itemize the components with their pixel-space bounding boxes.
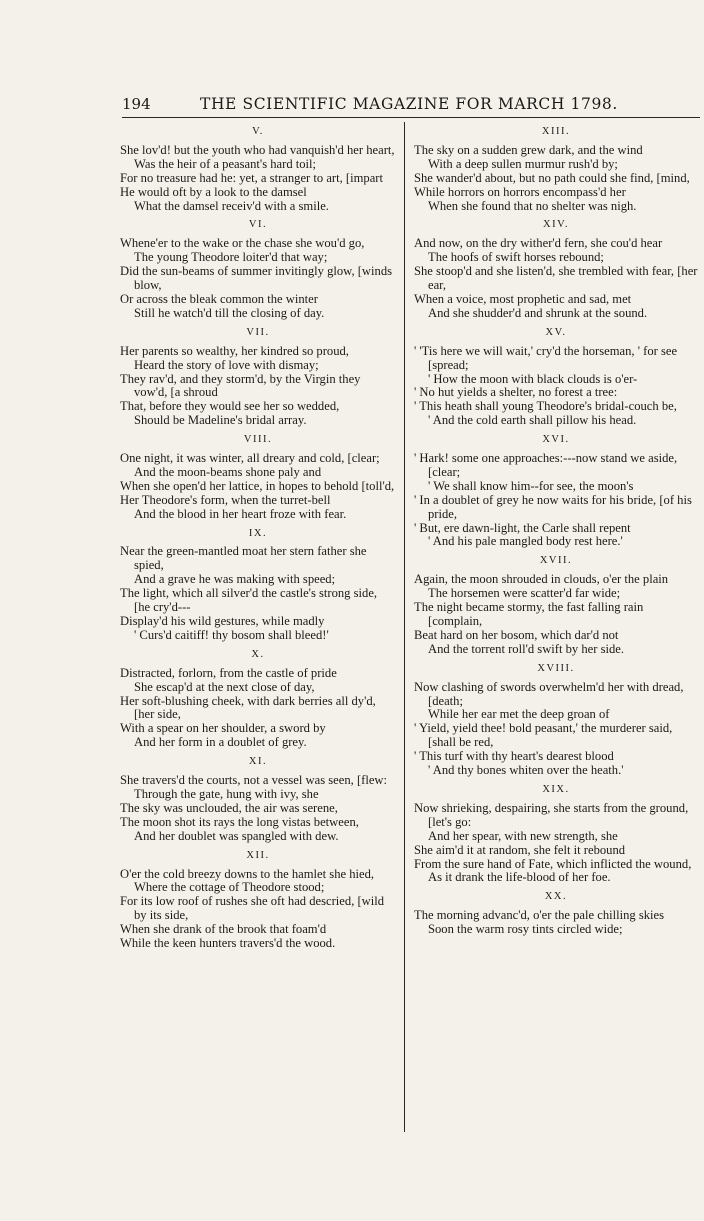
verse-line: ' 'Tis here we will wait,' cry'd the horseman, ' for see [spread; bbox=[414, 343, 678, 372]
verse-line: The horsemen were scatter'd far wide; bbox=[428, 586, 621, 601]
stanza bbox=[414, 802, 698, 885]
stanza-number: XV. bbox=[545, 326, 567, 338]
column-divider bbox=[404, 122, 405, 1132]
verse-line: When a voice, most prophetic and sad, met bbox=[414, 291, 632, 306]
stanza-number: XX. bbox=[544, 891, 568, 903]
verse-line: The sky on a sudden grew dark, and the wind bbox=[414, 142, 643, 157]
verse-line: And the torrent roll'd swift by her side. bbox=[428, 641, 625, 656]
verse-line: Near the green-mantled moat her stern father she spied, bbox=[120, 544, 367, 573]
verse-line: Now shrieking, despairing, she starts from the ground, [let's go: bbox=[414, 800, 689, 829]
stanza bbox=[414, 573, 698, 656]
stanza bbox=[120, 667, 396, 750]
verse-line: ' And his pale mangled body rest here.' bbox=[428, 534, 623, 549]
stanza bbox=[414, 681, 698, 778]
stanza bbox=[120, 144, 396, 214]
running-title: THE SCIENTIFIC MAGAZINE FOR MARCH 1798. bbox=[200, 95, 618, 113]
stanza bbox=[414, 144, 698, 214]
verse-line: And her form in a doublet of grey. bbox=[134, 735, 307, 750]
verse-line: The hoofs of swift horses rebound; bbox=[428, 250, 604, 265]
verse-line: ' And the cold earth shall pillow his head. bbox=[428, 413, 637, 428]
verse-line: That, before they would see her so wedded, bbox=[120, 399, 340, 414]
page-number: 194 bbox=[122, 95, 151, 113]
verse-line: And the moon-beams shone paly and bbox=[134, 464, 322, 479]
verse-line: One night, it was winter, all dreary and cold, [clear; bbox=[120, 451, 380, 466]
verse-line: Display'd his wild gestures, while madly bbox=[120, 614, 325, 628]
verse-line: When she found that no shelter was nigh. bbox=[428, 198, 637, 213]
verse-line: Through the gate, hung with ivy, she bbox=[134, 786, 319, 801]
right-column bbox=[414, 125, 698, 942]
verse-line: As it drank the life-blood of her foe. bbox=[428, 870, 611, 885]
verse-line: ' In a doublet of grey he now waits for his bride, [of his pride, bbox=[414, 492, 692, 521]
verse-line: When she drank of the brook that foam'd bbox=[120, 922, 327, 937]
verse-line: Soon the warm rosy tints circled wide; bbox=[428, 922, 623, 937]
verse-line: ' How the moon with black clouds is o'er- bbox=[428, 371, 638, 386]
verse-line: Was the heir of a peasant's hard toil; bbox=[134, 156, 317, 171]
page-header bbox=[122, 93, 700, 118]
verse-line: ' But, ere dawn-light, the Carle shall repent bbox=[414, 520, 631, 535]
verse-line: Her soft-blushing cheek, with dark berries all dy'd, [her side, bbox=[120, 693, 376, 722]
verse-line: For no treasure had he: yet, a stranger to art, [impart bbox=[120, 170, 383, 185]
verse-line: And her spear, with new strength, she bbox=[428, 828, 618, 843]
verse-line: And now, on the dry wither'd fern, she cou'd hear bbox=[414, 236, 663, 251]
verse-line: While the keen hunters travers'd the wood. bbox=[120, 936, 336, 951]
verse-line: They rav'd, and they storm'd, by the Virgin they vow'd, [a shroud bbox=[120, 371, 361, 400]
verse-line: For its low roof of rushes she oft had descried, [wild by its side, bbox=[120, 894, 385, 923]
verse-line: ' Yield, yield thee! bold peasant,' the murderer said, [shall be red, bbox=[414, 721, 673, 750]
verse-line: Again, the moon shrouded in clouds, o'er the plain bbox=[414, 572, 669, 587]
verse-line: She stoop'd and she listen'd, she trembled with fear, [her ear, bbox=[414, 264, 698, 293]
stanza-number: XVI. bbox=[542, 434, 570, 446]
verse-line: ' We shall know him--for see, the moon's bbox=[428, 478, 634, 493]
verse-line: Her parents so wealthy, her kindred so proud, bbox=[120, 343, 349, 358]
stanza-number: XI. bbox=[248, 756, 268, 768]
verse-line: ' Hark! some one approaches:---now stand we aside, [clear; bbox=[414, 451, 678, 479]
stanza-number: IX. bbox=[248, 527, 268, 539]
stanza-number: XVII. bbox=[539, 555, 573, 567]
stanza bbox=[414, 345, 698, 428]
verse-line: From the sure hand of Fate, which inflicted the wound, bbox=[414, 856, 692, 871]
verse-line: She escap'd at the next close of day, bbox=[134, 679, 315, 694]
verse-line: ' And thy bones whiten over the heath.' bbox=[428, 763, 624, 778]
verse-line: The young Theodore loiter'd that way; bbox=[134, 250, 328, 265]
verse-line: He would oft by a look to the damsel bbox=[120, 184, 307, 199]
verse-line: O'er the cold breezy downs to the hamlet she hied, bbox=[120, 866, 375, 881]
verse-line: And her doublet was spangled with dew. bbox=[134, 828, 339, 843]
stanza-number: XIX. bbox=[542, 783, 570, 795]
verse-line: Distracted, forlorn, from the castle of pride bbox=[120, 665, 337, 680]
verse-line: With a deep sullen murmur rush'd by; bbox=[428, 156, 618, 171]
verse-line: Or across the bleak common the winter bbox=[120, 291, 318, 306]
verse-line: The night became stormy, the fast falling rain [complain, bbox=[414, 600, 644, 628]
verse-line: What the damsel receiv'd with a smile. bbox=[134, 198, 329, 213]
verse-line: Should be Madeline's bridal array. bbox=[134, 413, 307, 428]
stanza bbox=[414, 452, 698, 549]
stanza bbox=[120, 345, 396, 428]
stanza-number: XIV. bbox=[543, 219, 569, 231]
stanza-number: VI. bbox=[248, 219, 268, 231]
verse-line: Still he watch'd till the closing of day. bbox=[134, 305, 325, 320]
verse-line: Whene'er to the wake or the chase she wou'd go, bbox=[120, 236, 365, 251]
verse-line: Beat hard on her bosom, which dar'd not bbox=[414, 627, 619, 642]
stanza bbox=[120, 237, 396, 320]
verse-line: She lov'd! but the youth who had vanquish'd her heart, bbox=[120, 142, 395, 157]
stanza-number: XII. bbox=[246, 849, 270, 861]
verse-line: The sky was unclouded, the air was serene, bbox=[120, 800, 338, 815]
verse-line: ' No hut yields a shelter, no forest a tree: bbox=[414, 385, 618, 400]
stanza bbox=[120, 452, 396, 522]
verse-line: The moon shot its rays the long vistas between, bbox=[120, 814, 359, 829]
verse-line: While her ear met the deep groan of bbox=[428, 707, 610, 722]
stanza bbox=[120, 868, 396, 951]
stanza bbox=[414, 909, 698, 937]
stanza bbox=[414, 237, 698, 320]
verse-line: When she open'd her lattice, in hopes to behold [toll'd, bbox=[120, 478, 395, 493]
verse-line: And a grave he was making with speed; bbox=[134, 572, 336, 587]
verse-line: Heard the story of love with dismay; bbox=[134, 357, 319, 372]
stanza bbox=[120, 774, 396, 844]
stanza-number: V. bbox=[252, 126, 264, 137]
verse-line: The light, which all silver'd the castle's strong side, [he cry'd--- bbox=[120, 586, 378, 615]
verse-line: Did the sun-beams of summer invitingly glow, [winds blow, bbox=[120, 264, 393, 293]
stanza-number: XIII. bbox=[541, 126, 571, 137]
verse-line: She aim'd it at random, she felt it rebound bbox=[414, 842, 626, 857]
verse-line: ' This heath shall young Theodore's bridal-couch be, bbox=[414, 399, 677, 414]
stanza-number: VII. bbox=[246, 326, 270, 338]
verse-line: Where the cottage of Theodore stood; bbox=[134, 880, 325, 895]
verse-line: Now clashing of swords overwhelm'd her with dread, [death; bbox=[414, 679, 684, 708]
verse-line: The morning advanc'd, o'er the pale chilling skies bbox=[414, 908, 665, 923]
verse-line: ' Curs'd caitiff! thy bosom shall bleed!' bbox=[134, 627, 329, 642]
verse-line: And she shudder'd and shrunk at the sound. bbox=[428, 305, 648, 320]
verse-line: She travers'd the courts, not a vessel was seen, [flew: bbox=[120, 773, 388, 788]
verse-line: While horrors on horrors encompass'd her bbox=[414, 184, 626, 199]
verse-line: With a spear on her shoulder, a sword by bbox=[120, 721, 326, 736]
verse-line: Her Theodore's form, when the turret-bell bbox=[120, 492, 331, 507]
stanza-number: XVIII. bbox=[537, 662, 575, 674]
stanza bbox=[120, 545, 396, 642]
verse-line: And the blood in her heart froze with fear. bbox=[134, 506, 347, 521]
left-column bbox=[120, 125, 396, 956]
stanza-number: X. bbox=[251, 648, 265, 660]
verse-line: ' This turf with thy heart's dearest blood bbox=[414, 749, 614, 764]
verse-line: She wander'd about, but no path could she find, [mind, bbox=[414, 170, 690, 185]
stanza-number: VIII. bbox=[243, 434, 273, 446]
